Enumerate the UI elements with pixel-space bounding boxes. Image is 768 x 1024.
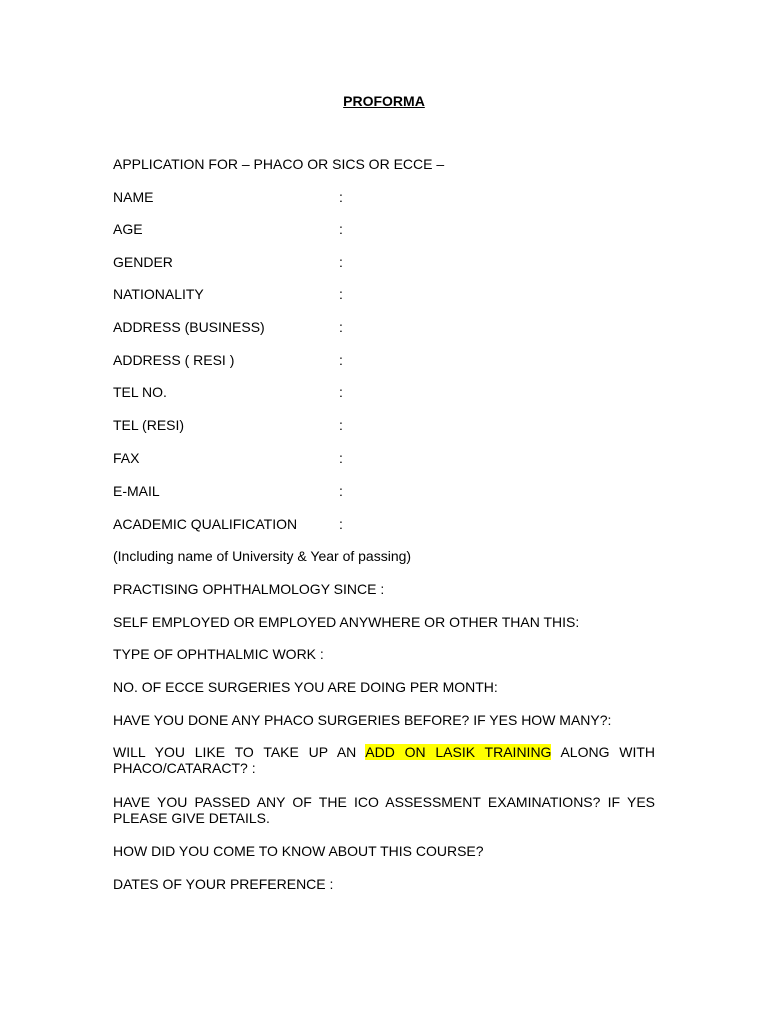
field-separator: : <box>339 286 343 302</box>
field-separator: : <box>339 516 343 532</box>
qualification-note: (Including name of University & Year of passing) <box>113 548 412 564</box>
phaco-before-line: HAVE YOU DONE ANY PHACO SURGERIES BEFORE? IF YES HOW MANY?: <box>113 712 612 728</box>
field-label-email: E-MAIL <box>113 483 160 499</box>
field-label-address-business: ADDRESS (BUSINESS) <box>113 319 265 335</box>
field-label-tel-resi: TEL (RESI) <box>113 417 185 433</box>
field-separator: : <box>339 221 343 237</box>
application-line: APPLICATION FOR – PHACO OR SICS OR ECCE – <box>113 156 445 172</box>
field-separator: : <box>339 189 343 205</box>
lasik-highlight: ADD ON LASIK TRAINING <box>365 744 552 760</box>
dates-preference-line: DATES OF YOUR PREFERENCE : <box>113 876 334 892</box>
ecce-count-line: NO. OF ECCE SURGERIES YOU ARE DOING PER MONTH: <box>113 679 498 695</box>
lasik-question-first-line <box>113 744 655 760</box>
field-label-fax: FAX <box>113 450 140 466</box>
field-label-gender: GENDER <box>113 254 173 270</box>
field-separator: : <box>339 319 343 335</box>
field-separator: : <box>339 352 343 368</box>
field-label-tel-no: TEL NO. <box>113 384 167 400</box>
page-title: PROFORMA <box>343 93 425 109</box>
field-label-name: NAME <box>113 189 154 205</box>
lasik-text-before: WILL YOU LIKE TO TAKE UP AN <box>113 744 357 760</box>
field-label-age: AGE <box>113 221 143 237</box>
employment-line: SELF EMPLOYED OR EMPLOYED ANYWHERE OR OTHER THAN THIS: <box>113 614 580 630</box>
ico-question-second-line: PLEASE GIVE DETAILS. <box>113 810 270 826</box>
field-label-academic-qualification: ACADEMIC QUALIFICATION <box>113 516 298 532</box>
how-know-line: HOW DID YOU COME TO KNOW ABOUT THIS COURSE? <box>113 843 484 859</box>
lasik-question-second-line: PHACO/CATARACT? : <box>113 760 256 776</box>
field-separator: : <box>339 417 343 433</box>
field-separator: : <box>339 483 343 499</box>
field-label-address-resi: ADDRESS ( RESI ) <box>113 352 235 368</box>
field-separator: : <box>339 450 343 466</box>
work-type-line: TYPE OF OPHTHALMIC WORK : <box>113 646 324 662</box>
lasik-text-after: ALONG WITH <box>560 744 655 760</box>
ico-question-first-line: HAVE YOU PASSED ANY OF THE ICO ASSESSMENT EXAMINATIONS? IF YES <box>113 794 655 810</box>
field-separator: : <box>339 384 343 400</box>
field-label-nationality: NATIONALITY <box>113 286 204 302</box>
practising-since-line: PRACTISING OPHTHALMOLOGY SINCE : <box>113 581 385 597</box>
lasik-question <box>113 744 655 776</box>
field-separator: : <box>339 254 343 270</box>
ico-question <box>113 794 655 826</box>
